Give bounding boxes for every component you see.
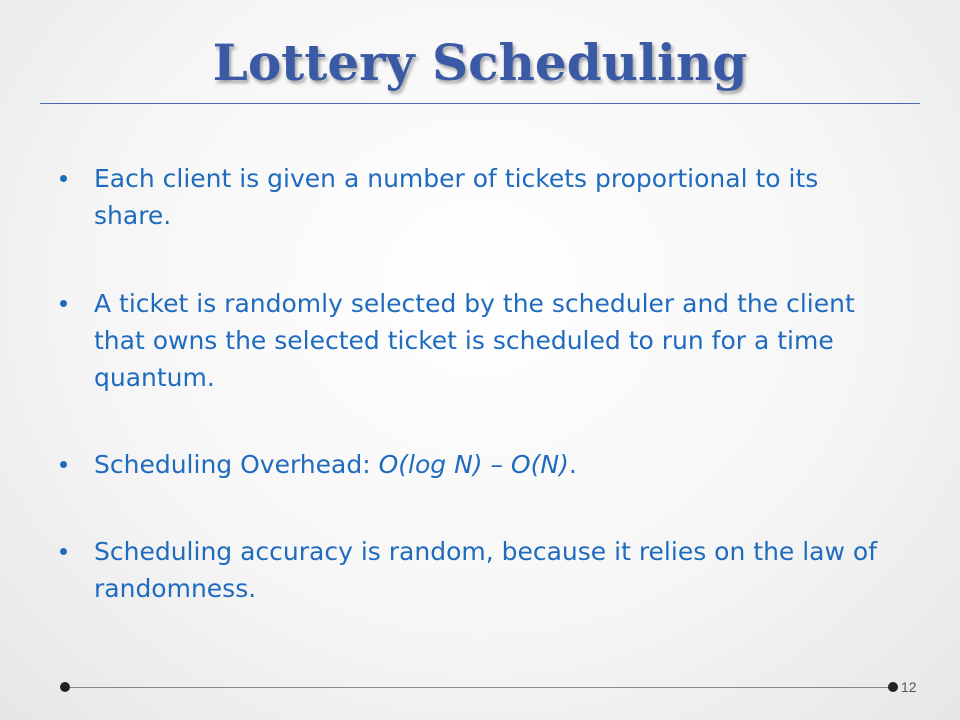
bullet-list [60,160,900,607]
bullet-dot-icon [60,175,67,182]
bullet-dot-icon [60,300,67,307]
footer-divider [65,687,894,688]
bullet-item-accuracy [60,533,900,607]
page-number: 12 [901,679,917,695]
bullet-text: Scheduling accuracy is random, because it relies on the law of randomness. [94,537,877,603]
bullet-dot-icon [60,548,67,555]
bullet-item-overhead [60,446,900,483]
bullet-text-suffix: . [568,450,577,479]
bullet-item-tickets [60,160,900,234]
bullet-dot-icon [60,461,67,468]
bullet-text-complexity: O(log N) – O(N) [378,450,569,479]
bullet-item-selection [60,285,900,396]
footer-dot-right-icon [888,682,898,692]
slide-title: Lottery Scheduling [212,33,748,92]
title-divider [40,103,920,104]
footer-dot-left-icon [60,682,70,692]
bullet-text: A ticket is randomly selected by the scheduler and the client that owns the selected ticket is scheduled to run for a time quantum. [94,289,855,392]
bullet-text: Each client is given a number of tickets proportional to its share. [94,164,819,230]
bullet-text-prefix: Scheduling Overhead: [94,450,379,479]
